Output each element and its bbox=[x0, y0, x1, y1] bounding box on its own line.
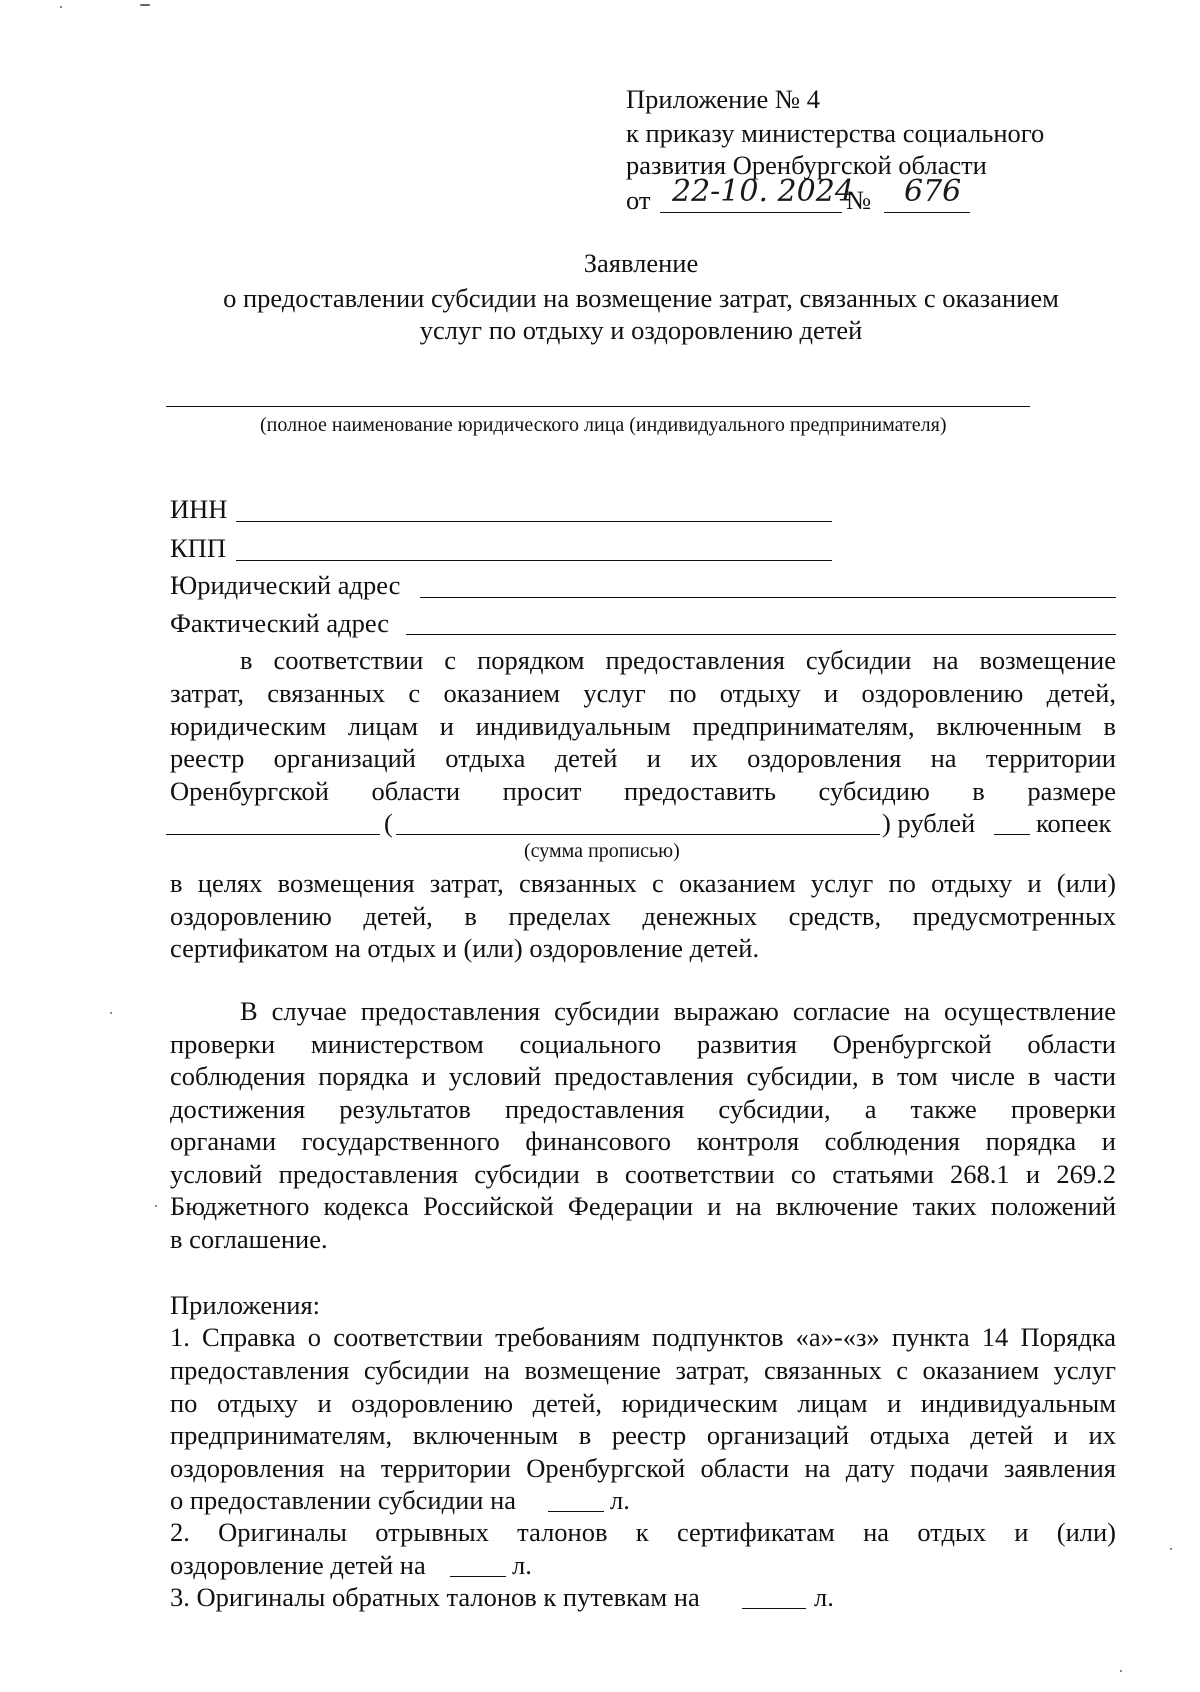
consent-line: в соглашение. bbox=[170, 1224, 328, 1254]
document-title: Заявление bbox=[583, 248, 699, 278]
request-line: реестр организаций отдыха детей и их оздоровления на территории bbox=[170, 743, 1116, 773]
handwritten-number: 676 bbox=[904, 174, 962, 209]
attachment-3-line: 3. Оригиналы обратных талонов к путевкам на bbox=[170, 1582, 700, 1612]
kpp-field[interactable] bbox=[236, 560, 832, 561]
appendix-order-line: к приказу министерства социального bbox=[626, 118, 1045, 148]
document-subtitle-line2: услуг по отдыху и оздоровлению детей bbox=[419, 315, 863, 345]
scan-speck bbox=[140, 4, 150, 6]
consent-line: соблюдения порядка и условий предоставления субсидии, в том числе в части bbox=[170, 1061, 1116, 1091]
consent-line: условий предоставления субсидии в соответствии со статьями 268.1 и 269.2 bbox=[170, 1159, 1116, 1189]
number-underline bbox=[884, 212, 970, 213]
sheets-suffix: л. bbox=[610, 1485, 630, 1515]
amount-open-paren: ( bbox=[384, 808, 393, 838]
attachment-1-line: предоставления субсидии на возмещение затрат, связанных с оказанием услуг bbox=[170, 1355, 1116, 1385]
consent-line: органами государственного финансового контроля соблюдения порядка и bbox=[170, 1126, 1116, 1156]
amount-words-field[interactable] bbox=[396, 834, 880, 835]
attachment-1-line: 1. Справка о соответствии требованиям подпунктов «а»-«з» пункта 14 Порядка bbox=[170, 1322, 1116, 1352]
number-sign: № bbox=[846, 185, 872, 215]
handwritten-date: 22-10. 2024 bbox=[672, 174, 854, 209]
purpose-line: в целях возмещения затрат, связанных с оказанием услуг по отдыху и (или) bbox=[170, 868, 1116, 898]
scan-speck bbox=[1120, 1670, 1122, 1672]
kopeks-field[interactable] bbox=[994, 834, 1030, 835]
attachment-2-line: 2. Оригиналы отрывных талонов к сертификатам на отдых и (или) bbox=[170, 1517, 1116, 1547]
consent-line: В случае предоставления субсидии выражаю согласие на осуществление bbox=[240, 996, 1116, 1026]
consent-line: проверки министерством социального развития Оренбургской области bbox=[170, 1029, 1116, 1059]
consent-line: Бюджетного кодекса Российской Федерации и на включение таких положений bbox=[170, 1191, 1116, 1221]
purpose-line: оздоровлению детей, в пределах денежных средств, предусмотренных bbox=[170, 901, 1116, 931]
attachment-1-line: по отдыху и оздоровлению детей, юридическим лицам и индивидуальным bbox=[170, 1388, 1116, 1418]
document-subtitle-line1: о предоставлении субсидии на возмещение затрат, связанных с оказанием bbox=[223, 283, 1059, 313]
applicant-name-field[interactable] bbox=[166, 406, 1030, 407]
amount-caption: (сумма прописью) bbox=[524, 840, 680, 862]
request-line: юридическим лицам и индивидуальным предпринимателям, включенным в bbox=[170, 711, 1116, 741]
consent-line: достижения результатов предоставления субсидии, а также проверки bbox=[170, 1094, 1116, 1124]
appendix-title: Приложение № 4 bbox=[626, 84, 821, 114]
date-underline bbox=[660, 212, 842, 213]
applicant-name-caption: (полное наименование юридического лица (индивидуального предпринимателя) bbox=[260, 414, 947, 436]
attachment-1-line: оздоровления на территории Оренбургской области на дату подачи заявления bbox=[170, 1453, 1116, 1483]
kpp-label: КПП bbox=[170, 533, 226, 563]
purpose-line: сертификатом на отдых и (или) оздоровление детей. bbox=[170, 933, 760, 963]
legal-address-field[interactable] bbox=[420, 597, 1116, 598]
attachment-1-sheets-field[interactable] bbox=[548, 1511, 604, 1512]
scan-speck bbox=[110, 1012, 112, 1014]
attachments-title: Приложения: bbox=[170, 1290, 321, 1320]
actual-address-field[interactable] bbox=[406, 634, 1116, 635]
request-line: Оренбургской области просит предоставить субсидию в размере bbox=[170, 776, 1116, 806]
scan-speck bbox=[155, 1205, 157, 1207]
attachment-1-last-line: о предоставлении субсидии на bbox=[170, 1485, 517, 1515]
request-line: затрат, связанных с оказанием услуг по отдыху и оздоровлению детей, bbox=[170, 678, 1116, 708]
rubles-label: ) рублей bbox=[882, 808, 976, 838]
amount-digits-field[interactable] bbox=[166, 834, 380, 835]
attachment-3-sheets-field[interactable] bbox=[742, 1608, 806, 1609]
sheets-suffix: л. bbox=[512, 1550, 532, 1580]
inn-label: ИНН bbox=[170, 494, 228, 524]
attachment-1-line: предпринимателям, включенным в реестр организаций отдыха детей и их bbox=[170, 1420, 1116, 1450]
scan-speck bbox=[60, 6, 62, 8]
scan-speck bbox=[1170, 1548, 1172, 1550]
appendix-ministry-line: развития Оренбургской области bbox=[626, 150, 987, 180]
sheets-suffix: л. bbox=[814, 1582, 834, 1612]
actual-address-label: Фактический адрес bbox=[170, 608, 390, 638]
kopeks-label: копеек bbox=[1036, 808, 1112, 838]
attachment-2-last-line: оздоровление детей на bbox=[170, 1550, 426, 1580]
legal-address-label: Юридический адрес bbox=[170, 570, 401, 600]
appendix-date-prefix: от bbox=[626, 185, 651, 215]
inn-field[interactable] bbox=[236, 521, 832, 522]
request-line: в соответствии с порядком предоставления субсидии на возмещение bbox=[240, 645, 1116, 675]
attachment-2-sheets-field[interactable] bbox=[450, 1576, 506, 1577]
